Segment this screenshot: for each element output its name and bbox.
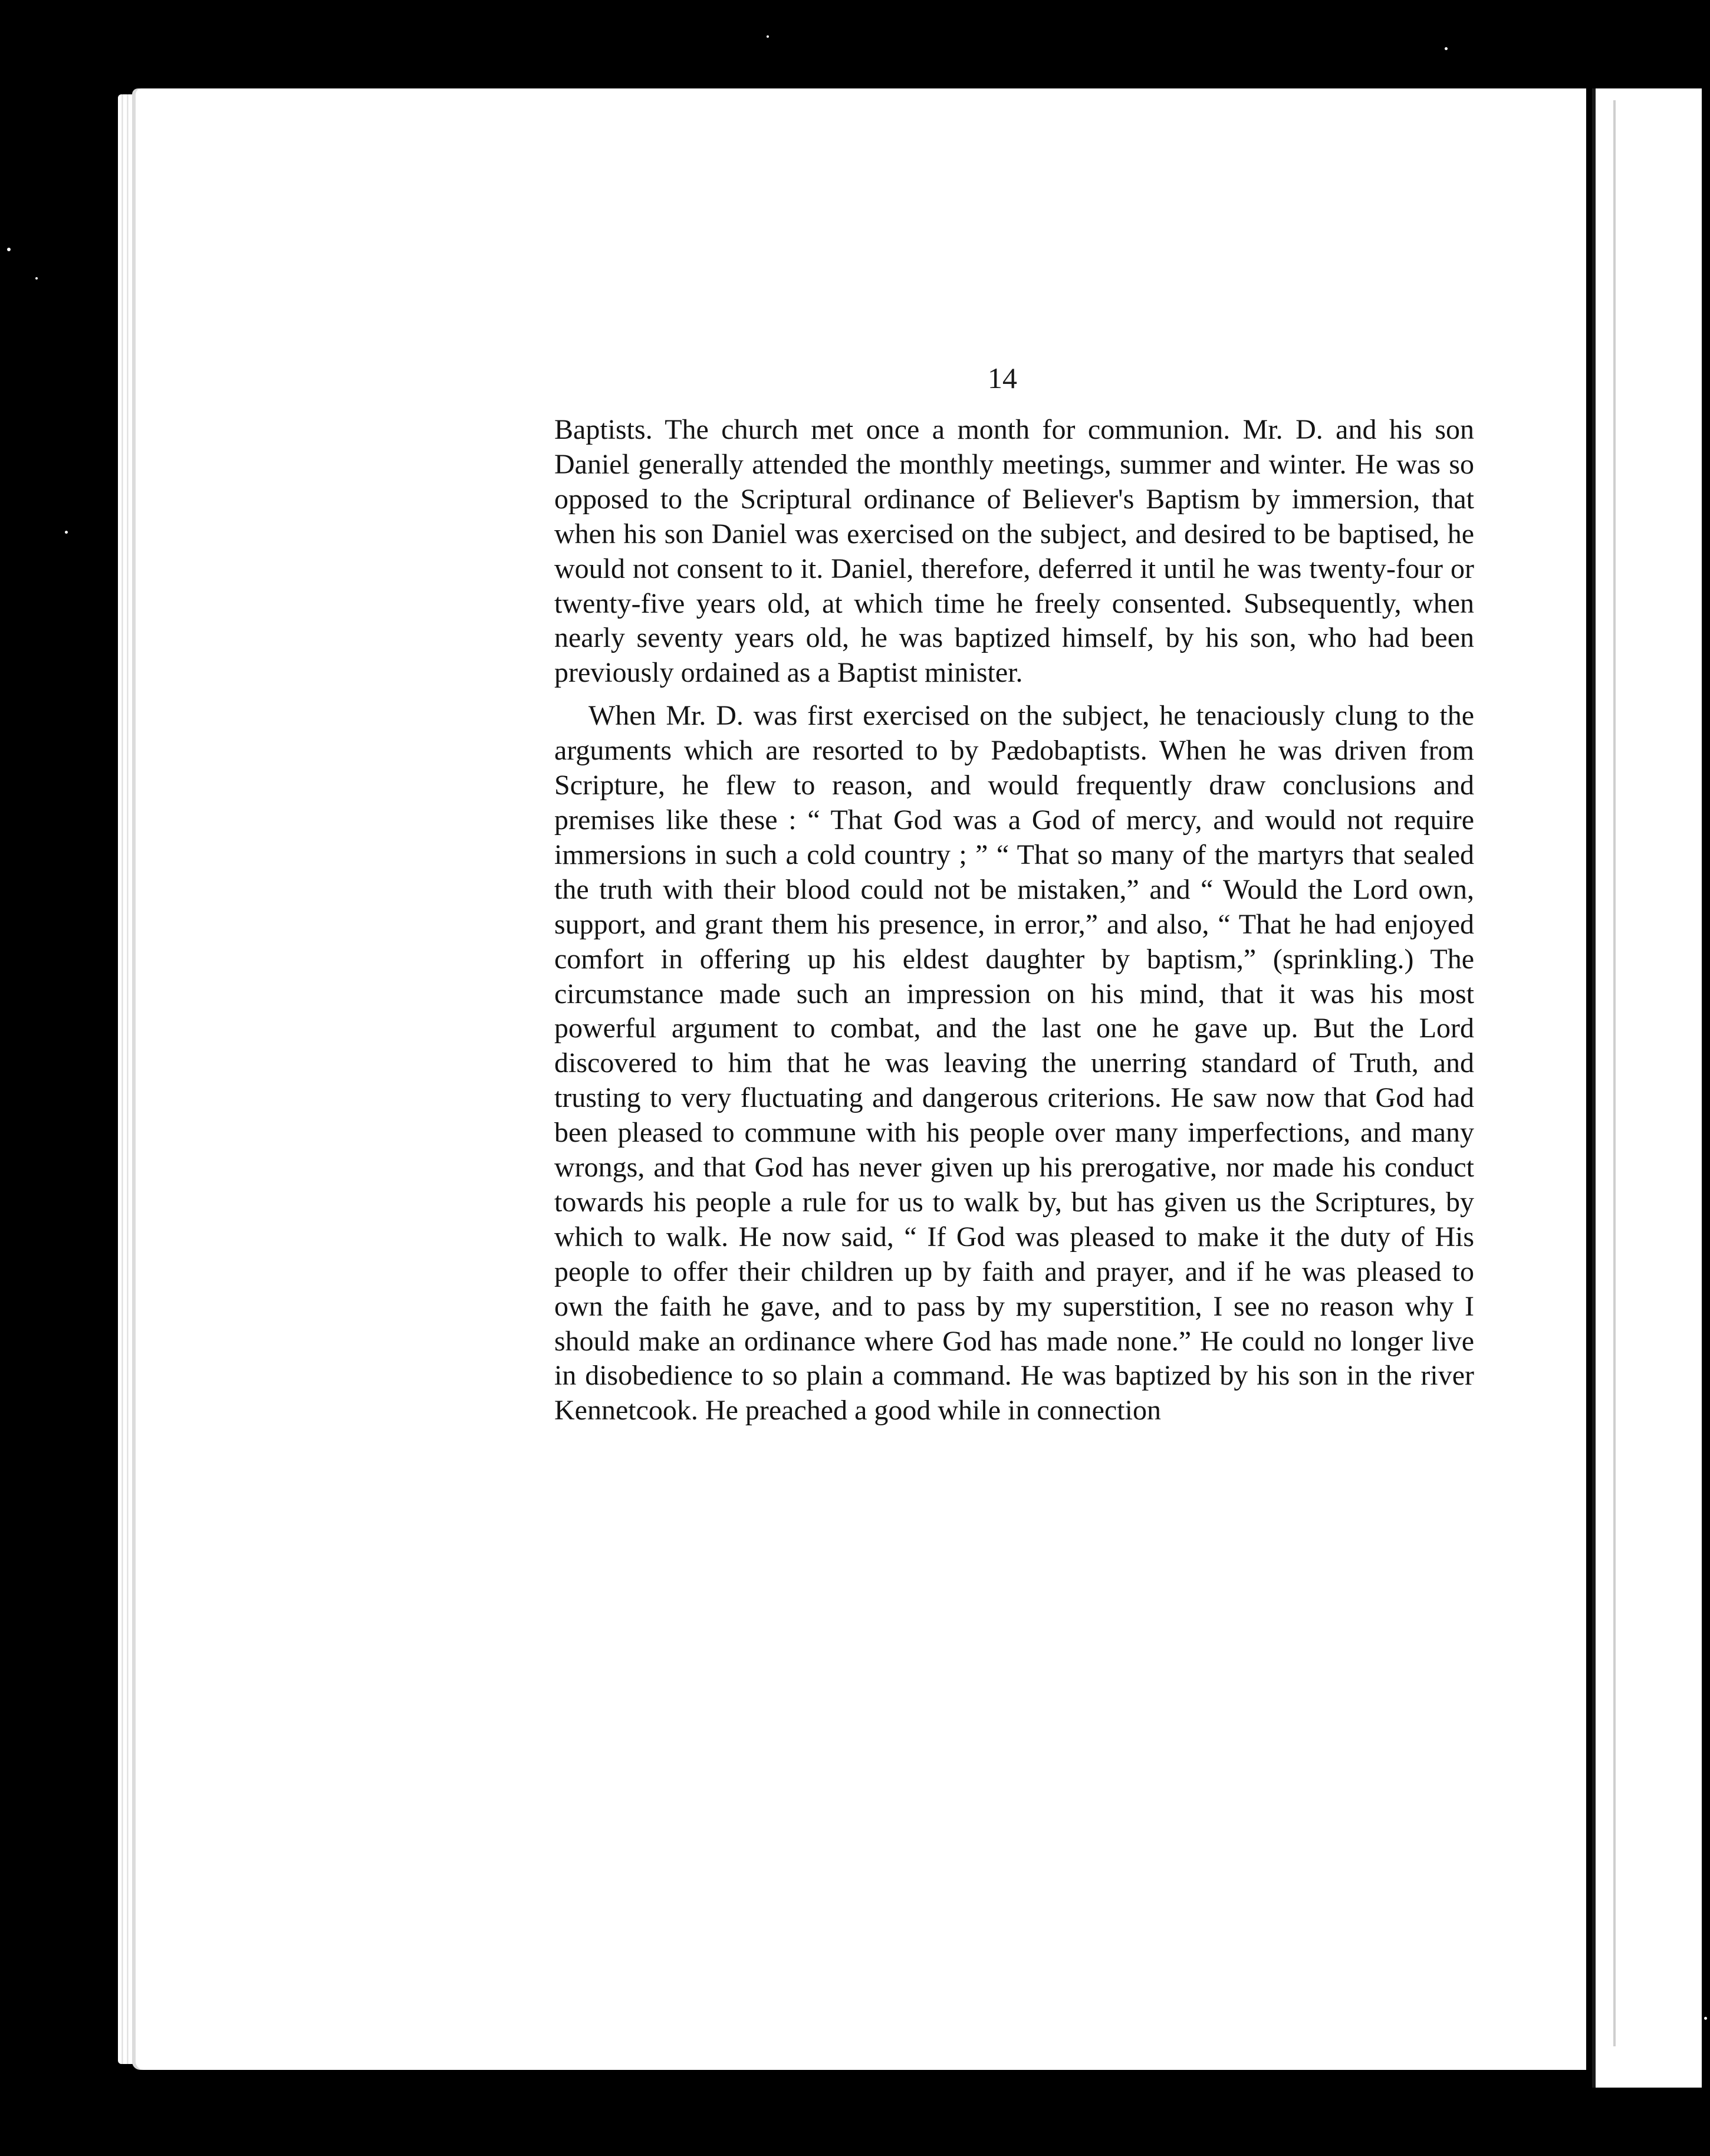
facing-page-edge — [1592, 88, 1702, 2088]
paragraph-2: When Mr. D. was first exercised on the subject, he tenaciously clung to the arguments which are resorted to by Pædobaptists. When he was driven from Scripture, he flew to reason, and would frequently draw conclusions and premises like these : “ That God was a God of mercy, and would not require immersions in such a cold country ; ” “ That so many of the martyrs that sealed the truth with their blood could not be mistaken,” and “ Would the Lord own, support, and grant them his presence, in error,” and also, “ That he had enjoyed comfort in offering up his eldest daughter by baptism,” (sprinkling.) The circumstance made such an impression on his mind, that it was his most powerful argument to combat, and the last one he gave up. But the Lord discovered to him that he was leaving the unerring standard of Truth, and trusting to very fluctuating and dangerous criterions. He saw now that God had been pleased to commune with his people over many imperfections, and many wrongs, and that God has never given up his prerogative, nor made his conduct towards his people a rule for us to walk by, but has given us the Scriptures, by which to walk. He now said, “ If God was pleased to make it the duty of His people to offer their children up by faith and prayer, and if he was pleased to own the faith he gave, and to pass by my superstition, I see no reason why I should make an ordinance where God has made none.” He could no longer live in disobedience to so plain a command. He was baptized by his son in the river Kennetcook. He preached a good while in connection — [554, 700, 1474, 1427]
scan-dust-speck — [767, 35, 769, 38]
paragraph-1: Baptists. The church met once a month for communion. Mr. D. and his son Daniel generally attended the monthly meetings, summer and winter. He was so opposed to the Scriptural ordinance of Believer's Baptism by immersion, that when his son Daniel was exercised on the subject, and desired to be baptised, he would not consent to it. Daniel, therefore, deferred it until he was twenty-four or twenty-five years old, at which time he freely consented. Subsequently, when nearly seventy years old, he was baptized himself, by his son, who had been previously ordained as a Baptist minister. — [554, 414, 1474, 689]
page-number: 14 — [988, 361, 1017, 395]
scan-dust-speck — [65, 531, 68, 534]
scan-dust-speck — [7, 248, 11, 251]
scan-dust-speck — [35, 277, 38, 280]
scan-dust-speck — [1704, 2017, 1707, 2020]
gutter-line — [1613, 100, 1616, 2046]
scan-dust-speck — [1445, 47, 1448, 50]
page-body-text — [554, 413, 1474, 1428]
